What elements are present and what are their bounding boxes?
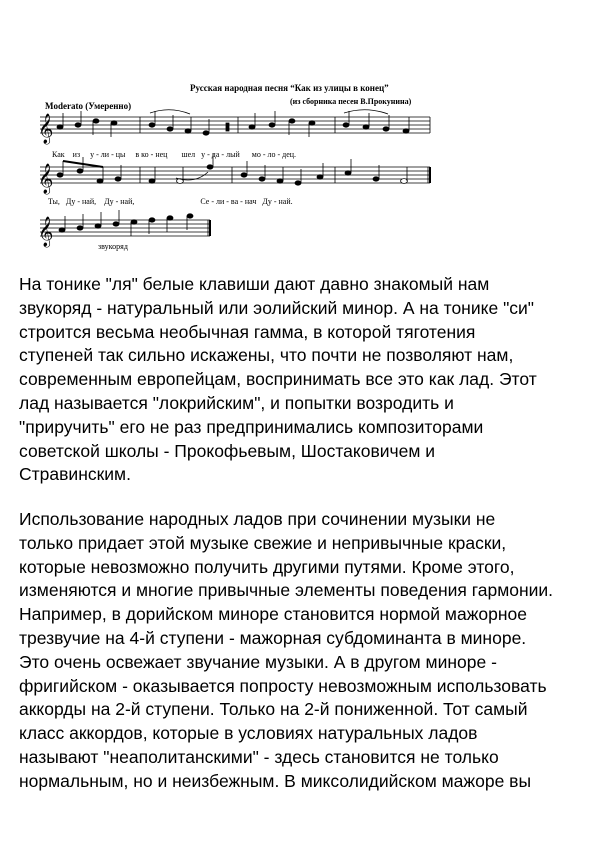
text-line: На тонике "ля" белые клавиши дают давно знакомый нам bbox=[19, 274, 490, 294]
text-line: трезвучие на 4-й ступени - мажорная субдоминанта в миноре. bbox=[19, 627, 527, 648]
text-line: лад называется "локрийским", и попытки возродить и bbox=[19, 392, 454, 413]
music-example bbox=[0, 0, 595, 260]
text-line: называют "неаполитанскими" - здесь становится не только bbox=[19, 746, 499, 767]
text-line: Например, в дорийском миноре становится нормой мажорное bbox=[19, 604, 527, 625]
treble-clef-icon: 𝄞 bbox=[38, 164, 54, 194]
text-line: изменяются и многие привычные элементы поведения гармонии. bbox=[19, 580, 554, 601]
text-line: класс аккордов, которые в условиях натуральных ладов bbox=[19, 723, 478, 744]
text-line: "приручить" его не раз предпринимались композиторами bbox=[19, 416, 484, 437]
text-line: фригийском - оказывается попросту невозможным использовать bbox=[19, 675, 547, 696]
paragraph-2 bbox=[19, 508, 579, 794]
text-line: современным европейцам, воспринимать все это как лад. Этот bbox=[19, 369, 537, 390]
text-line: Это очень освежает звучание музыки. А в другом миноре - bbox=[19, 651, 497, 672]
text-line: звукоряд - натуральный или эолийский минор. А на тонике "си" bbox=[19, 297, 535, 318]
music-example-title: Русская народная песня “Как из улицы в конец” bbox=[190, 83, 389, 93]
text-line: строится весьма необычная гамма, в которой тяготения bbox=[19, 321, 476, 342]
text-line: которые невозможно получить другими путями. Кроме этого, bbox=[19, 556, 515, 577]
text-line: Использование народных ладов при сочинении музыки не bbox=[19, 509, 496, 529]
text-line: только придает этой музыке свежие и непривычные краски, bbox=[19, 532, 507, 553]
paragraph-1 bbox=[19, 273, 579, 487]
lyrics-line-2: Ты, Ду - най, Ду - най, Се - ли - ва - нач Ду - най. bbox=[48, 197, 293, 206]
text-line: советской школы - Прокофьевым, Шостаковичем и bbox=[19, 440, 436, 461]
treble-clef-icon: 𝄞 bbox=[38, 114, 54, 144]
text-line: аккорды на 2-й ступени. Только на 2-й пониженной. Тот самый bbox=[19, 699, 528, 720]
text-line: Стравинским. bbox=[19, 464, 131, 485]
scale-label: звукоряд bbox=[98, 242, 128, 251]
treble-clef-icon: 𝄞 bbox=[38, 217, 54, 247]
music-notation bbox=[0, 0, 595, 260]
staff-3 bbox=[40, 220, 210, 236]
lyrics-line-1: Как из у - ли - цы в ко - нец шел у - да - лый мо - ло - дец. bbox=[52, 150, 297, 159]
music-example-source: (из сборника песен В.Прокунина) bbox=[290, 97, 412, 106]
text-line: ступеней так сильно искажены, что почти не позволяют нам, bbox=[19, 345, 514, 366]
text-line: нормальным, но и неизбежным. В миксолидийском мажоре вы bbox=[19, 770, 532, 791]
tempo-marking: Moderato (Умеренно) bbox=[45, 101, 132, 111]
